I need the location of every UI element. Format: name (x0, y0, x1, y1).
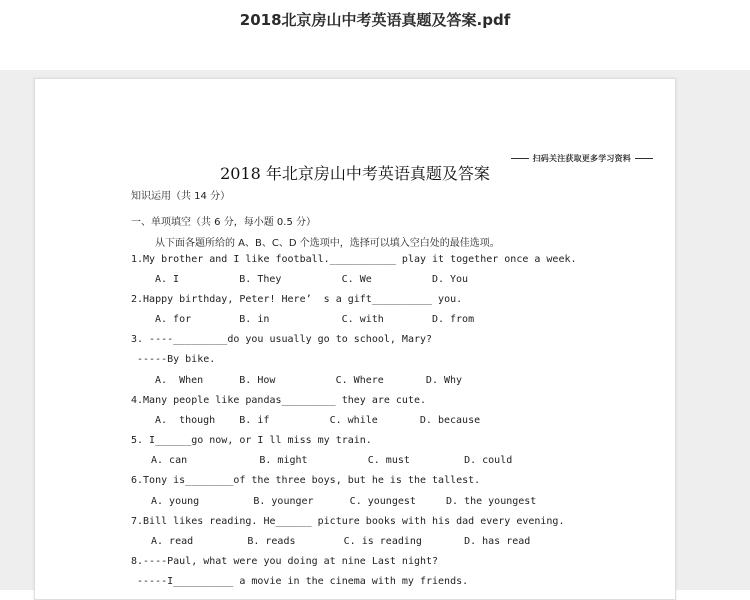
document-title: 2018北京房山中考英语真题及答案.pdf (239, 11, 511, 29)
question-8-reply: -----I__________ a movie in the cinema with my friends. (137, 576, 469, 587)
page-heading: 2018 年北京房山中考英语真题及答案 (220, 164, 490, 183)
question-7: 7.Bill likes reading. He______ picture books with his dad every evening. (131, 516, 565, 527)
question-4: 4.Many people like pandas_________ they are cute. (131, 395, 427, 406)
pdf-page (34, 78, 676, 600)
question-3-reply: -----By bike. (137, 354, 216, 365)
watermark-text: 扫码关注获取更多学习资料 (507, 153, 657, 164)
section-title: 知识运用（共 14 分） (131, 191, 231, 202)
options-7: A. read B. reads C. is reading D. has read (151, 536, 531, 547)
question-2: 2.Happy birthday, Peter! Here’ s a gift__________ you. (131, 294, 463, 305)
options-2: A. for B. in C. with D. from (155, 314, 475, 325)
part-title: 一、单项填空（共 6 分，每小题 0.5 分） (131, 217, 316, 228)
options-5: A. can B. might C. must D. could (151, 455, 513, 466)
question-6: 6.Tony is________of the three boys, but he is the tallest. (131, 475, 481, 486)
question-5: 5. I______go now, or I ll miss my train. (131, 435, 372, 446)
instruction-text: 从下面各题所给的 A、B、C、D 个选项中，选择可以填入空白处的最佳选项。 (155, 238, 500, 249)
question-3: 3. ----_________do you usually go to school, Mary? (131, 334, 433, 345)
question-1: 1.My brother and I like football.___________ play it together once a week. (131, 254, 577, 265)
title-bar (0, 0, 750, 70)
question-8: 8.----Paul, what were you doing at nine Last night? (131, 556, 439, 567)
options-4: A. though B. if C. while D. because (155, 415, 481, 426)
options-3: A. When B. How C. Where D. Why (155, 375, 463, 386)
options-6: A. young B. younger C. youngest D. the youngest (151, 496, 537, 507)
options-1: A. I B. They C. We D. You (155, 274, 469, 285)
